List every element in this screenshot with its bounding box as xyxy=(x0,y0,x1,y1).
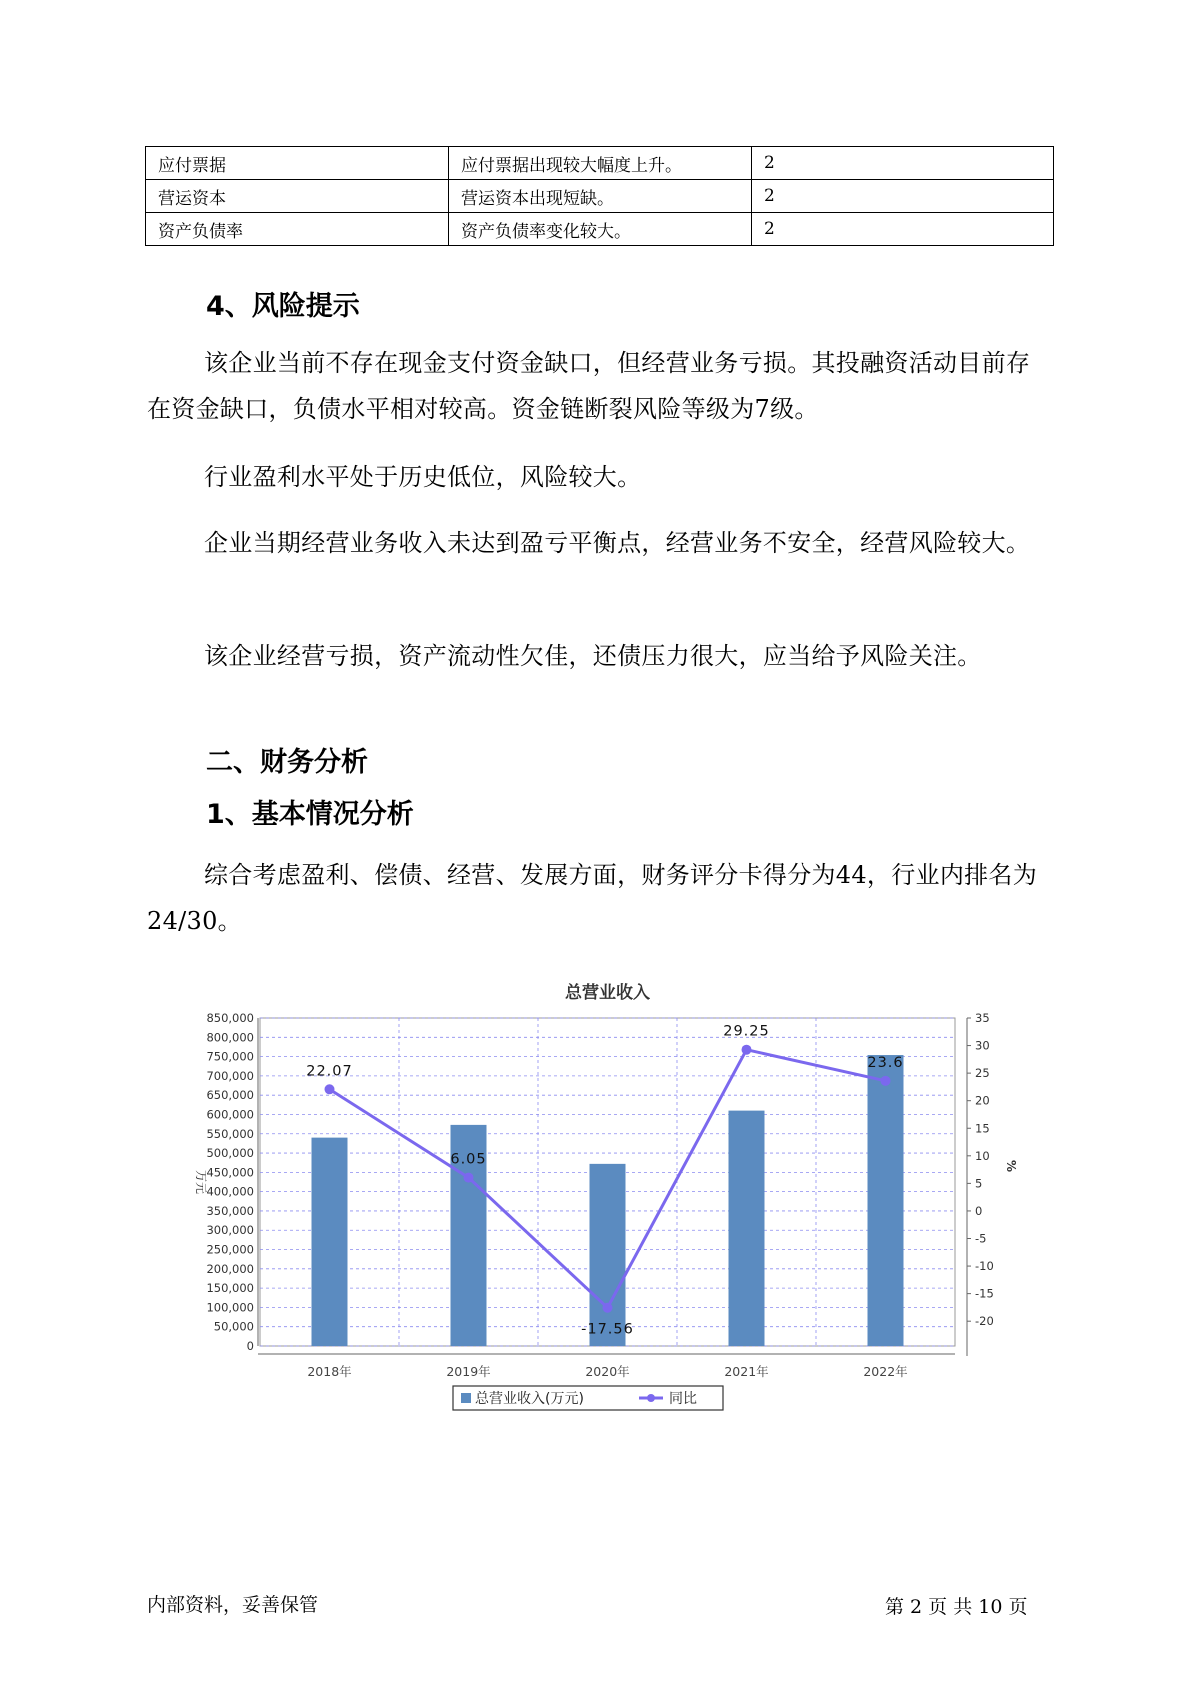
legend-label-yoy: 同比 xyxy=(669,1391,697,1407)
y-tick-label: 850,000 xyxy=(206,1011,254,1025)
yoy-point xyxy=(742,1045,752,1055)
yoy-point xyxy=(325,1084,335,1094)
revenue-chart-svg xyxy=(175,958,1018,1423)
y2-tick-label: -10 xyxy=(975,1259,994,1274)
y-tick-label: 400,000 xyxy=(206,1184,254,1199)
table-cell-desc: 营运资本出现短缺。 xyxy=(449,180,752,213)
y2-tick-label: 5 xyxy=(975,1176,983,1191)
y2-tick-label: 0 xyxy=(975,1203,983,1218)
y2-tick-label: 30 xyxy=(975,1038,990,1053)
y-tick-label: 50,000 xyxy=(213,1319,254,1334)
y-tick-label: 450,000 xyxy=(206,1165,254,1180)
table-cell-level: 2 xyxy=(752,213,1054,246)
risk-paragraph: 企业当期经营业务收入未达到盈亏平衡点，经营业务不安全，经营风险较大。 xyxy=(204,529,1031,557)
legend-swatch-point xyxy=(647,1394,655,1402)
legend-swatch-bar xyxy=(461,1393,471,1403)
y-axis-label: 万元 xyxy=(194,1169,208,1195)
x-tick-label: 2019年 xyxy=(446,1364,491,1379)
basic-analysis-heading: 1、基本情况分析 xyxy=(206,799,414,830)
table-row xyxy=(146,213,1054,246)
table-cell-level: 2 xyxy=(752,180,1054,213)
risk-paragraph: 该企业当前不存在现金支付资金缺口，但经营业务亏损。其投融资活动目前存在资金缺口，负债水平相对较高。资金链断裂风险等级为7级。 xyxy=(147,349,1031,423)
y-tick-label: 350,000 xyxy=(206,1203,254,1218)
y-tick-label: 500,000 xyxy=(206,1146,254,1161)
y-tick-label: 100,000 xyxy=(206,1300,254,1315)
x-tick-label: 2021年 xyxy=(724,1364,769,1379)
table-row xyxy=(146,147,1054,180)
bar-2018年 xyxy=(312,1138,348,1346)
y2-tick-label: -20 xyxy=(975,1314,994,1329)
chart-title: 总营业收入 xyxy=(565,983,650,1003)
x-tick-label: 2020年 xyxy=(585,1364,630,1379)
risk-indicator-table xyxy=(145,146,1054,246)
y-tick-label: 700,000 xyxy=(206,1068,254,1083)
bar-2022年 xyxy=(868,1055,904,1346)
x-tick-label: 2022年 xyxy=(863,1364,908,1379)
y-tick-label: 750,000 xyxy=(206,1049,254,1064)
table-cell-item: 营运资本 xyxy=(146,180,449,213)
bar-2021年 xyxy=(729,1111,765,1346)
y-tick-label: 0 xyxy=(246,1339,254,1353)
y2-axis-label: % xyxy=(1004,1159,1018,1173)
y-tick-label: 300,000 xyxy=(206,1223,254,1238)
table-row xyxy=(146,180,1054,213)
y-tick-label: 150,000 xyxy=(206,1281,254,1296)
y2-tick-label: -15 xyxy=(975,1286,994,1301)
risk-paragraph: 该企业经营亏损，资产流动性欠佳，还债压力很大，应当给予风险关注。 xyxy=(204,642,982,670)
y-tick-label: 800,000 xyxy=(206,1030,254,1045)
y-tick-label: 550,000 xyxy=(206,1126,254,1141)
table-cell-desc: 资产负债率变化较大。 xyxy=(449,213,752,246)
y2-tick-label: -5 xyxy=(975,1231,987,1246)
x-tick-label: 2018年 xyxy=(307,1364,352,1379)
risk-paragraph: 行业盈利水平处于历史低位，风险较大。 xyxy=(204,463,642,491)
y2-tick-label: 20 xyxy=(975,1093,990,1108)
table-cell-item: 资产负债率 xyxy=(146,213,449,246)
yoy-point xyxy=(881,1076,891,1086)
data-label: -17.56 xyxy=(581,1321,634,1338)
table-cell-desc: 应付票据出现较大幅度上升。 xyxy=(449,147,752,180)
legend-label-revenue: 总营业收入(万元) xyxy=(475,1391,584,1407)
data-label: 29.25 xyxy=(723,1023,770,1040)
y2-tick-label: 25 xyxy=(975,1066,990,1081)
y-tick-label: 250,000 xyxy=(206,1242,254,1257)
risk-heading: 4、风险提示 xyxy=(206,291,360,322)
yoy-point xyxy=(603,1303,613,1313)
y2-tick-label: 35 xyxy=(975,1011,990,1025)
footer-confidential: 内部资料，妥善保管 xyxy=(147,1594,319,1616)
data-label: 6.05 xyxy=(450,1151,487,1168)
y-tick-label: 200,000 xyxy=(206,1261,254,1276)
data-label: 22.07 xyxy=(306,1063,353,1080)
data-label: 23.6 xyxy=(867,1054,904,1071)
bar-2020年 xyxy=(590,1164,626,1346)
revenue-chart xyxy=(175,958,1018,1423)
y2-tick-label: 15 xyxy=(975,1121,990,1136)
y-tick-label: 650,000 xyxy=(206,1088,254,1103)
yoy-point xyxy=(464,1173,474,1183)
y2-tick-label: 10 xyxy=(975,1148,990,1163)
table-cell-item: 应付票据 xyxy=(146,147,449,180)
score-paragraph: 综合考虑盈利、偿债、经营、发展方面，财务评分卡得分为44，行业内排名为24/30。 xyxy=(147,861,1038,935)
table-cell-level: 2 xyxy=(752,147,1054,180)
finance-heading: 二、财务分析 xyxy=(206,747,368,778)
y-tick-label: 600,000 xyxy=(206,1107,254,1122)
footer-page-number: 第 2 页 共 10 页 xyxy=(885,1596,1028,1618)
